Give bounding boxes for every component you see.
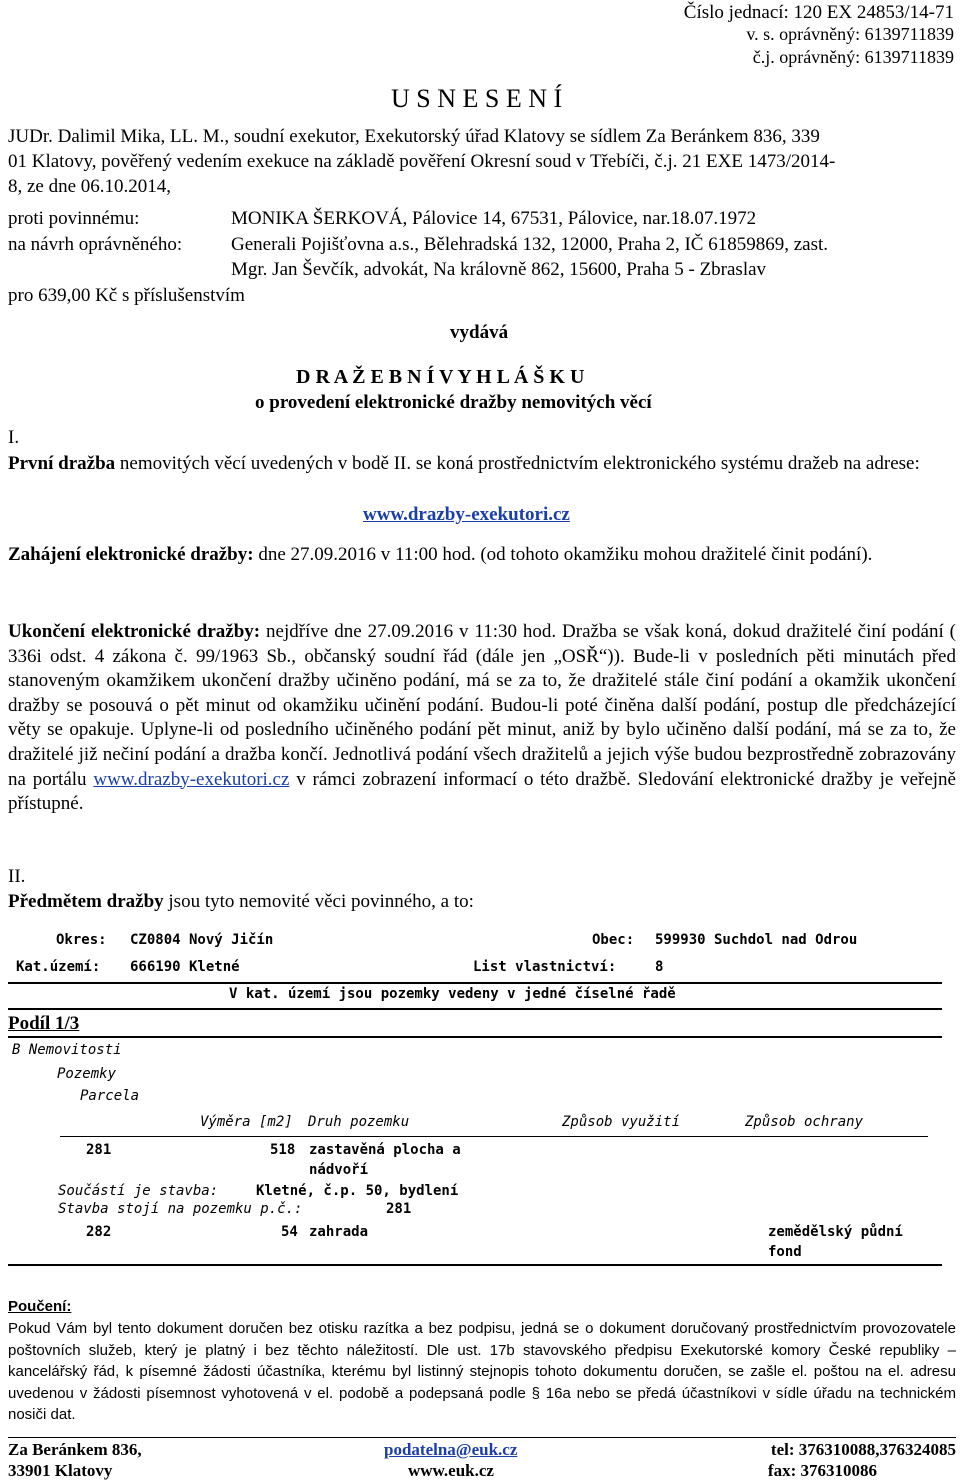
row2-type: zahrada xyxy=(309,1224,369,1240)
intro-line-2: 01 Klatovy, pověřený vedením exekuce na základě pověření Okresní soud v Třebíči, č.j. 21 EXE 1473/2014- xyxy=(8,151,836,172)
start-label: Zahájení elektronické dražby: xyxy=(8,544,254,565)
end-text: nejdříve dne 27.09.2016 v 11:30 hod. Dražba se však koná, dokud dražitelé činí podání ( 336i odst. 4 zákona č. 99/1963 Sb., občanský soudní řád (dále jen „OSŘ“)). Bude-li v posledních pěti minutách před stanoveným okamžikem ukončení dražby učiněno podání, má se za to, že dražitelé stále činí podání a okamžik ukončení dražby se posouvá o pět minut od okamžiku učinění podání. Budou-li poté činěna další podání, postup dle předcházející věty se opakuje. Uplyne-li od posledního učiněného podání pět minut, aniž by bylo učiněno další podání, má se za to, že dražitelé již nečiní podání a dražba končí. Jednotlivá podání všech dražitelů a jejich výše budou bezprostředně zobrazovány na portálu xyxy=(8,621,956,790)
footer-address-1: Za Beránkem 836, xyxy=(8,1440,142,1459)
lv-value: 8 xyxy=(655,959,664,975)
first-auction-label: První dražba xyxy=(8,453,116,474)
notice-title: Poučení: xyxy=(8,1298,72,1315)
vs-number: v. s. oprávněný: 6139711839 xyxy=(746,24,954,44)
ku-label: Kat.území: xyxy=(16,959,101,975)
row1-area: 518 xyxy=(270,1142,296,1158)
col-druh: Druh pozemku xyxy=(308,1114,410,1130)
col-ochrana: Způsob ochrany xyxy=(745,1114,864,1130)
intro-line-3: 8, ze dne 06.10.2014, xyxy=(8,176,172,197)
subject-text: jsou tyto nemovité věci povinného, a to: xyxy=(163,891,474,912)
resolution-title: U S N E S E N Í xyxy=(391,84,563,113)
debtor-value: MONIKA ŠERKOVÁ, Pálovice 14, 67531, Pálovice, nar.18.07.1972 xyxy=(231,208,757,229)
divider xyxy=(8,1008,942,1010)
obec-label: Obec: xyxy=(592,932,635,948)
divider xyxy=(60,1136,928,1137)
building-on-value: 281 xyxy=(386,1201,412,1217)
creditor-value-2: Mgr. Jan Ševčík, advokát, Na královně 862, 15600, Praha 5 - Zbraslav xyxy=(231,259,767,280)
row1-parcel: 281 xyxy=(86,1142,112,1158)
creditor-label: na návrh oprávněného: xyxy=(8,234,183,255)
pozemky-label: Pozemky xyxy=(57,1066,117,1082)
divider xyxy=(8,1264,942,1266)
share-label: Podíl 1/3 xyxy=(8,1013,80,1034)
amount: pro 639,00 Kč s příslušenstvím xyxy=(8,285,245,306)
footer-email-link[interactable]: podatelna@euk.cz xyxy=(384,1440,518,1459)
end-tail: v rámci zobrazení informací o této dražbě. Sledování elektronické dražby je veřejně přístupné. xyxy=(8,768,956,815)
first-auction-text: nemovitých věcí uvedených v bodě II. se koná prostřednictvím elektronického systému dražeb na adrese: xyxy=(115,453,920,474)
section-2-number: II. xyxy=(8,866,26,887)
col-zpusob: Způsob využití xyxy=(562,1114,681,1130)
footer-fax: fax: 376310086 xyxy=(767,1461,877,1480)
reference-number: Číslo jednací: 120 EX 24853/14-71 xyxy=(683,2,954,23)
row2-area: 54 xyxy=(281,1224,298,1240)
document-title: D R A Ž E B N Í V Y H L Á Š K U xyxy=(296,366,585,388)
building-part-label: Součástí je stavba: xyxy=(58,1183,219,1199)
row1-type-a: zastavěná plocha a xyxy=(309,1142,461,1158)
creditor-value-1: Generali Pojišťovna a.s., Bělehradská 132, 12000, Praha 2, IČ 61859869, zast. xyxy=(231,234,829,255)
row2-protect-b: fond xyxy=(768,1244,802,1260)
footer-address-2: 33901 Klatovy xyxy=(8,1461,113,1480)
divider xyxy=(8,982,942,984)
section-1-number: I. xyxy=(8,427,20,448)
debtor-label: proti povinnému: xyxy=(8,208,140,229)
start-paragraph xyxy=(8,543,956,568)
intro-line-1: JUDr. Dalimil Mika, LL. M., soudní exekutor, Exekutorský úřad Klatovy se sídlem Za Beránkem 836, 339 xyxy=(8,126,820,147)
document-subtitle: o provedení elektronické dražby nemovitých věcí xyxy=(255,392,652,413)
parcela-label: Parcela xyxy=(80,1088,140,1104)
ku-value: 666190 Kletné xyxy=(130,959,240,975)
okres-value: CZ0804 Nový Jičín xyxy=(130,932,274,948)
obec-value: 599930 Suchdol nad Odrou xyxy=(655,932,858,948)
portal-link-inline[interactable]: www.drazby-exekutori.cz xyxy=(93,768,290,790)
divider xyxy=(8,1036,942,1038)
section-b-label: B Nemovitosti xyxy=(12,1042,122,1058)
footer-tel: tel: 376310088,376324085 xyxy=(770,1440,956,1459)
okres-label: Okres: xyxy=(56,932,107,948)
building-part-value: Kletné, č.p. 50, bydlení xyxy=(256,1183,459,1199)
row2-protect-a: zemědělský půdní xyxy=(768,1224,903,1240)
end-paragraph xyxy=(8,620,956,817)
subject-label: Předmětem dražby xyxy=(8,891,164,912)
subject-paragraph xyxy=(8,891,474,913)
row2-parcel: 282 xyxy=(86,1224,112,1240)
lv-label: List vlastnictví: xyxy=(473,959,617,975)
notice-text: Pokud Vám byl tento dokument doručen bez otisku razítka a bez podpisu, jedná se o dokument doručovaný prostřednictvím provozovatele poštovních služeb, který je platný i bez těchto náležitostí. Dle ust. 17b stavovského předpisu Exekutorské komory České republiky – kancelářský řád, k písemné žádosti účastníka, kterému byl listinný stejnopis tohoto dokumentu doručen, se zašle el. poštou na el. adresu uvedenou v žádosti písemnost vyhotovená v el. podobě a podepsaná podle § 16a nebo se předá účastníkovi v sídle úřadu na technickém nosiči dat. xyxy=(8,1320,956,1424)
issues-label: vydává xyxy=(450,322,509,343)
cj-number: č.j. oprávněný: 6139711839 xyxy=(752,47,954,67)
section-1-paragraph xyxy=(8,452,956,477)
row1-type-b: nádvoří xyxy=(309,1162,369,1178)
footer-web[interactable]: www.euk.cz xyxy=(408,1461,494,1480)
col-vymera: Výměra [m2] xyxy=(200,1114,293,1130)
cadastre-note: V kat. území jsou pozemky vedeny v jedné číselné řadě xyxy=(229,986,676,1002)
start-text: dne 27.09.2016 v 11:00 hod. (od tohoto okamžiku mohou dražitelé činit podání). xyxy=(253,544,873,565)
building-on-label: Stavba stojí na pozemku p.č.: xyxy=(58,1201,303,1217)
auction-portal-link[interactable]: www.drazby-exekutori.cz xyxy=(363,504,570,525)
end-label: Ukončení elektronické dražby: xyxy=(8,621,261,642)
footer-divider xyxy=(8,1437,956,1438)
